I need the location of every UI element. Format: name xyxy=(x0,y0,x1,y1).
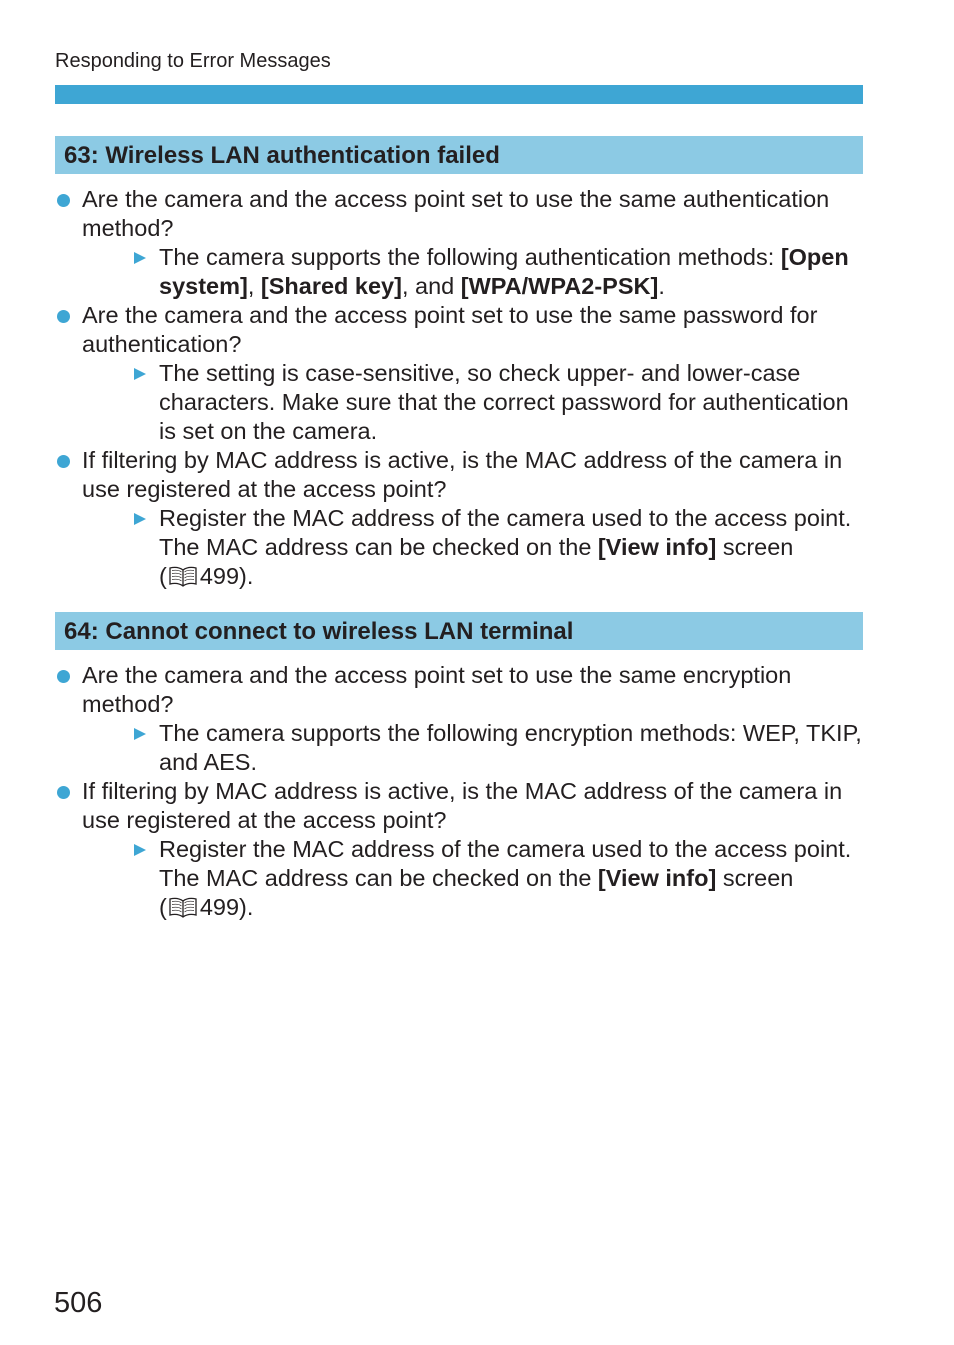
question-text: Are the camera and the access point set to use the same password for authentication? xyxy=(82,302,818,357)
answer-list xyxy=(82,359,863,446)
answer-text: The setting is case-sensitive, so check upper- and lower-case characters. Make sure that the correct password for authentication is set on the camera. xyxy=(159,360,849,444)
answer-item xyxy=(82,504,863,591)
header-rule xyxy=(55,85,863,104)
question-text: If filtering by MAC address is active, is the MAC address of the camera in use registered at the access point? xyxy=(82,778,843,833)
bullet-dot-icon xyxy=(57,670,70,683)
menu-term: [WPA/WPA2-PSK] xyxy=(460,273,659,299)
answer-text: Register the MAC address of the camera used to the access point. The MAC address can be checked on the xyxy=(159,836,852,891)
triangle-arrow-icon xyxy=(134,513,146,525)
triangle-arrow-icon xyxy=(134,252,146,264)
answer-text: screen xyxy=(716,865,794,891)
bullet-dot-icon xyxy=(57,310,70,323)
question-item xyxy=(55,301,863,446)
question-item xyxy=(55,185,863,301)
reference-open: ( xyxy=(159,894,167,920)
section-error-63 xyxy=(55,136,863,591)
page-number: 506 xyxy=(54,1287,103,1319)
question-list xyxy=(55,661,863,922)
question-list xyxy=(55,185,863,591)
reference-close: ). xyxy=(239,563,254,589)
answer-list xyxy=(82,243,863,301)
question-text: Are the camera and the access point set to use the same authentication method? xyxy=(82,186,830,241)
question-item xyxy=(55,661,863,777)
answer-item xyxy=(82,719,863,777)
bullet-dot-icon xyxy=(57,194,70,207)
section-error-64 xyxy=(55,612,863,922)
book-icon xyxy=(168,896,198,918)
running-header: Responding to Error Messages xyxy=(55,50,331,72)
reference-close: ). xyxy=(239,894,254,920)
bullet-dot-icon xyxy=(57,786,70,799)
answer-item xyxy=(82,243,863,301)
answer-text: The camera supports the following encryption methods: WEP, TKIP, and AES. xyxy=(159,720,862,775)
triangle-arrow-icon xyxy=(134,844,146,856)
answer-item xyxy=(82,835,863,922)
page-reference-number: 499 xyxy=(199,894,240,920)
menu-term: [View info] xyxy=(597,534,717,560)
question-text: If filtering by MAC address is active, is the MAC address of the camera in use registered at the access point? xyxy=(82,447,843,502)
triangle-arrow-icon xyxy=(134,368,146,380)
answer-list xyxy=(82,719,863,777)
bullet-dot-icon xyxy=(57,455,70,468)
answer-text: , and xyxy=(401,273,461,299)
menu-term: [Shared key] xyxy=(260,273,402,299)
section-heading: 63: Wireless LAN authentication failed xyxy=(55,136,863,174)
reference-open: ( xyxy=(159,563,167,589)
book-icon xyxy=(168,565,198,587)
answer-list xyxy=(82,835,863,922)
answer-text: . xyxy=(658,273,665,299)
menu-term: [Open system] xyxy=(159,244,849,299)
answer-list xyxy=(82,504,863,591)
answer-item xyxy=(82,359,863,446)
question-text: Are the camera and the access point set to use the same encryption method? xyxy=(82,662,792,717)
answer-text: , xyxy=(247,273,261,299)
triangle-arrow-icon xyxy=(134,728,146,740)
answer-text: screen xyxy=(716,534,794,560)
question-item xyxy=(55,446,863,591)
section-heading: 64: Cannot connect to wireless LAN terminal xyxy=(55,612,863,650)
answer-text: Register the MAC address of the camera used to the access point. The MAC address can be checked on the xyxy=(159,505,852,560)
question-item xyxy=(55,777,863,922)
page-reference-number: 499 xyxy=(199,563,240,589)
menu-term: [View info] xyxy=(597,865,717,891)
answer-text: The camera supports the following authentication methods: xyxy=(159,244,781,270)
